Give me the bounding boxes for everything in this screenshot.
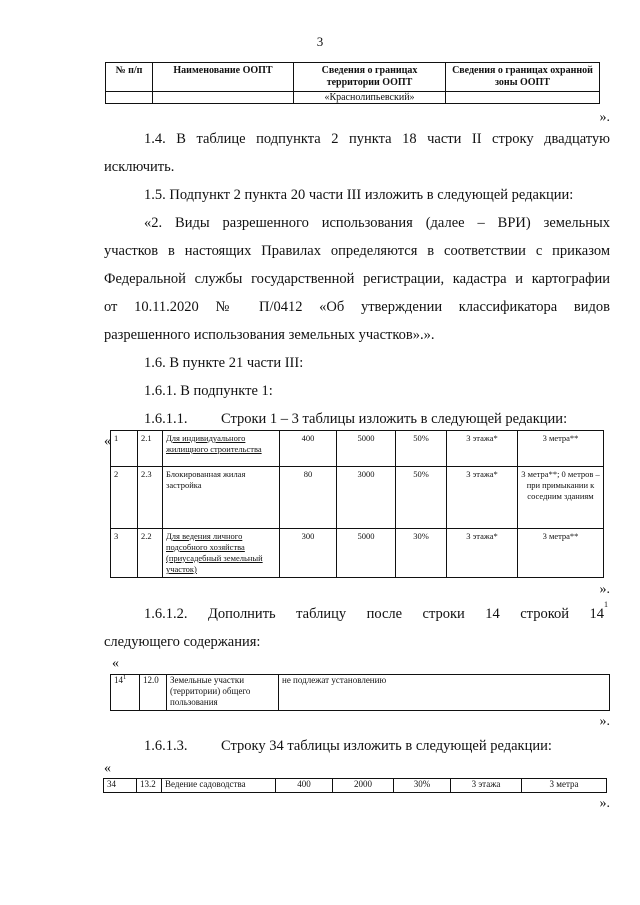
table-header-cell: Наименование ООПТ	[153, 63, 294, 92]
table-row	[106, 92, 600, 104]
quote-line: «2. Виды разрешенного использования (далее – ВРИ) земельных	[144, 215, 610, 231]
row-number: $14^1$	[111, 675, 140, 711]
paragraph-1-6-1-1-number: 1.6.1.1.	[144, 411, 188, 427]
quote-line: Федеральной службы государственной регистрации, кадастра и картографии	[104, 271, 610, 287]
row-number: 3	[111, 529, 138, 578]
max-floors: 3 этажа*	[447, 431, 518, 467]
land-use-table-rows-1-3	[110, 430, 604, 578]
land-use-table-row-14-1	[110, 674, 610, 711]
min-indent: 3 метра**; 0 метров – при примыкании к соседним зданиям	[518, 467, 604, 529]
table-cell: «Краснолипьевский»	[294, 92, 446, 104]
table-header-cell: Сведения о границах территории ООПТ	[294, 63, 446, 92]
max-area: 5000	[337, 431, 396, 467]
paragraph-1-5: 1.5. Подпункт 2 пункта 20 части III изложить в следующей редакции:	[144, 187, 574, 203]
row-number: 1	[111, 431, 138, 467]
vri-name: Для ведения личного подсобного хозяйства (приусадебный земельный участок)	[163, 529, 280, 578]
table-header-cell: № п/п	[106, 63, 153, 92]
min-indent: 3 метра	[522, 779, 607, 793]
vri-code: 13.2	[137, 779, 162, 793]
table-row	[111, 467, 604, 529]
closing-quote: ».	[599, 110, 610, 125]
paragraph-1-6-1-3-text: Строку 34 таблицы изложить в следующей редакции:	[221, 738, 552, 754]
vri-name: Земельные участки (территории) общего пользования	[167, 675, 279, 711]
closing-quote: ».	[599, 796, 610, 811]
quote-line: от 10.11.2020 № П/0412 «Об утверждении классификатора видов	[104, 299, 610, 315]
max-floors: 3 этажа	[451, 779, 522, 793]
table-cell	[106, 92, 153, 104]
building-percent: 30%	[394, 779, 451, 793]
min-indent: 3 метра**	[518, 529, 604, 578]
paragraph-1-6-1-3-number: 1.6.1.3.	[144, 738, 188, 754]
paragraph-1-6-1-2-line2: следующего содержания:	[104, 634, 261, 650]
building-percent: 50%	[396, 431, 447, 467]
min-area: 80	[280, 467, 337, 529]
building-percent: 50%	[396, 467, 447, 529]
paragraph-1-4-line2: исключить.	[104, 159, 175, 175]
vri-code: 12.0	[140, 675, 167, 711]
max-area: 3000	[337, 467, 396, 529]
quote-line: участков в настоящих Правилах определяются в соответствии с приказом	[104, 243, 610, 259]
table-row	[111, 431, 604, 467]
vri-code: 2.2	[138, 529, 163, 578]
vri-name: Блокированная жилая застройка	[163, 467, 280, 529]
parameters-note: не подлежат установлению	[279, 675, 610, 711]
max-floors: 3 этажа*	[447, 529, 518, 578]
oopt-table	[105, 62, 600, 104]
table-row	[111, 675, 610, 711]
min-area: 400	[280, 431, 337, 467]
max-area: 5000	[337, 529, 396, 578]
closing-quote: ».	[599, 582, 610, 597]
vri-code: 2.1	[138, 431, 163, 467]
paragraph-1-6: 1.6. В пункте 21 части III:	[144, 355, 304, 371]
paragraph-1-6-1: 1.6.1. В подпункте 1:	[144, 383, 273, 399]
paragraph-1-4-line1: 1.4. В таблице подпункта 2 пункта 18 части II строку двадцатую	[144, 131, 610, 147]
min-area: 400	[276, 779, 333, 793]
min-indent: 3 метра**	[518, 431, 604, 467]
table-header-row	[106, 63, 600, 92]
vri-name: Ведение садоводства	[162, 779, 276, 793]
open-quote: «	[104, 434, 111, 449]
open-quote: «	[104, 761, 111, 776]
page-number: 3	[316, 34, 324, 49]
vri-code: 2.3	[138, 467, 163, 529]
row-number-superscript: 1	[123, 674, 127, 681]
table-cell	[153, 92, 294, 104]
row-number: 2	[111, 467, 138, 529]
land-use-table-row-34	[103, 778, 607, 793]
max-area: 2000	[333, 779, 394, 793]
min-area: 300	[280, 529, 337, 578]
open-quote: «	[112, 656, 119, 671]
paragraph-1-6-1-2-line1: 1.6.1.2. Дополнить таблицу после строки 14 строкой 14	[144, 606, 604, 622]
closing-quote: ».	[599, 714, 610, 729]
table-header-cell: Сведения о границах охранной зоны ООПТ	[446, 63, 600, 92]
table-row	[111, 529, 604, 578]
paragraph-1-6-1-1-text: Строки 1 – 3 таблицы изложить в следующей редакции:	[221, 411, 568, 427]
row-number: 34	[104, 779, 137, 793]
building-percent: 30%	[396, 529, 447, 578]
table-cell	[446, 92, 600, 104]
table-row	[104, 779, 607, 793]
quote-line: разрешенного использования земельных участков».».	[104, 327, 435, 343]
max-floors: 3 этажа*	[447, 467, 518, 529]
vri-name: Для индивидуального жилищного строительства	[163, 431, 280, 467]
